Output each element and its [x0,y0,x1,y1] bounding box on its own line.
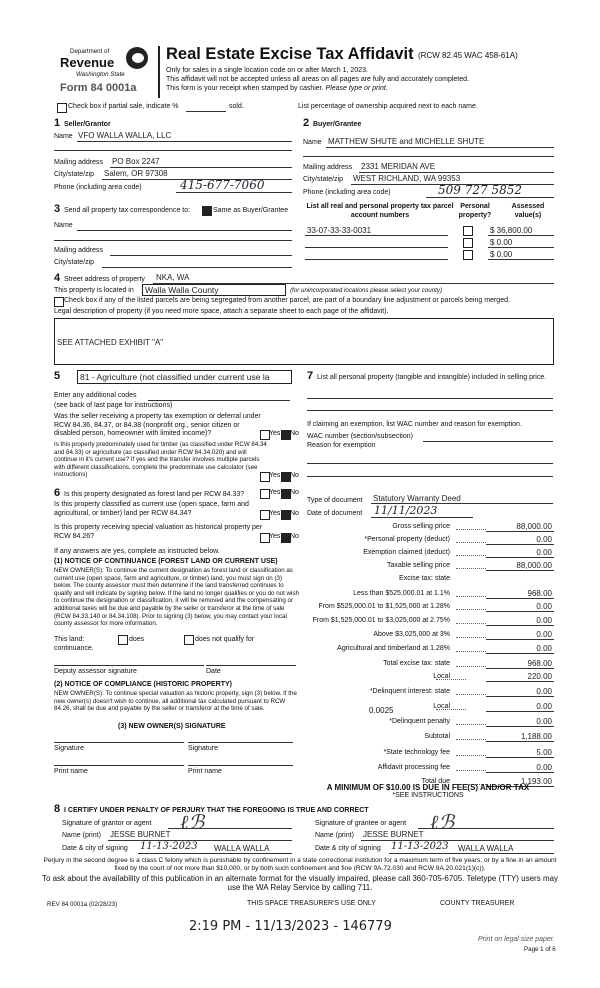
tax-label: Less than $525,000.01 at 1.1% [353,590,450,597]
form-number: Form 84 0001a [60,82,137,94]
doc-date-label: Date of document [307,510,363,517]
assessed-header: Assessed value(s) [511,203,545,219]
local-rate: 0.0025 [369,706,394,715]
tax-label: From $525,000.01 to $1,525,000 at 1.28% [318,603,450,610]
does-label: does [129,636,145,643]
tax-value[interactable]: 0.00 [536,687,552,696]
doc-type-value[interactable]: Statutory Warranty Deed [373,494,461,503]
located-label: This property is located in [54,287,134,294]
rev-number: REV 84 0001a (02/28/23) [47,901,118,908]
does-checkbox[interactable] [118,635,128,645]
form-title: Real Estate Excise Tax Affidavit [166,45,414,63]
parcel-number[interactable]: 33-07-33-33-0031 [307,226,372,235]
tax-label: Local [433,673,450,680]
grantee-name-label: Name (print) [315,832,354,839]
page-number: Page 1 of 6 [524,946,556,953]
buyer-phone[interactable]: 509 727 5852 [438,183,522,197]
tax-value[interactable]: 0.00 [536,535,552,544]
tax-label: From $1,525,000.01 to $3,025,000 at 2.75% [312,617,450,624]
seller-phone[interactable]: 415-677-7060 [180,178,265,192]
tax-value[interactable]: 0.00 [536,616,552,625]
buyer-name[interactable]: MATTHEW SHUTE and MICHELLE SHUTE [328,137,485,146]
buyer-heading: Buyer/Grantee [313,121,362,128]
s6-ifany: If any answers are yes, complete as instructed below. [54,548,220,555]
assessed-value-1[interactable]: $ 36,800.00 [490,226,533,235]
grantee-date[interactable]: 11-13-2023 [391,841,449,852]
yes-label: Yes [269,510,281,517]
s7-text: List all personal property (tangible and intangible) included in selling price. [317,374,547,381]
s3-mail-label: Mailing address [54,247,104,254]
buyer-phone-label: Phone (including area code) [303,189,391,196]
header-sub2: This affidavit will not be accepted unless all areas on all pages are fully and accurately completed. [166,76,469,83]
section-4-num: 4 [54,272,61,284]
legal-description: SEE ATTACHED EXHIBIT "A" [57,338,164,347]
assessed-value-3[interactable]: $ 0.00 [490,250,513,259]
treasurer-use: THIS SPACE TREASURER'S USE ONLY [247,900,376,907]
reason-label: Reason for exemption [307,442,376,449]
same-as-buyer-label: Same as Buyer/Grantee [213,207,289,214]
buyer-name-label: Name [303,139,322,146]
yes-label: Yes [269,533,281,540]
grantee-name[interactable]: JESSE BURNET [363,830,424,839]
yes-label: Yes [269,430,281,437]
tax-value[interactable]: 1,193.00 [520,777,552,786]
section-1-num: 1 [54,117,61,129]
tax-value[interactable]: 0.00 [536,763,552,772]
see-instructions: *SEE INSTRUCTIONS [392,792,464,799]
ownership-note: List percentage of ownership acquired next to each name. [298,103,478,110]
tax-label: Exemption claimed (deduct) [363,549,450,556]
tax-label: *Delinquent penalty [389,718,450,725]
parcels-header: List all real and personal property tax parcel account numbers [306,203,454,219]
no-label: No [290,533,299,540]
alternate-format-notice: To ask about the availability of this publication in an alternate format for the visually impaired, please call 360-705-6705. Teletype (TTY) users may use the WA Relay Service by calling 711. [41,874,559,893]
partial-sold: sold. [229,103,244,110]
grantor-city[interactable]: WALLA WALLA [214,844,270,853]
print-on-legal: Print on legal size paper. [478,936,555,943]
county-treasurer: COUNTY TREASURER [440,900,515,907]
tax-label: Affidavit processing fee [377,764,450,771]
continuance-label: continuance. [54,645,94,652]
tax-label: Above $3,025,000 at 3% [373,631,450,638]
grantor-date-label: Date & city of signing [62,845,128,852]
located-note: (for unincorporated locations please select your county) [290,287,443,294]
tax-value[interactable]: 0.00 [536,717,552,726]
tax-value[interactable]: 5.00 [536,748,552,757]
dept-line3: Washington State [76,71,125,78]
minimum-notice: A MINIMUM OF $10.00 IS DUE IN FEE(S) AND/OR TAX [326,783,530,792]
seller-mail[interactable]: PO Box 2247 [112,157,160,166]
no-label: No [290,510,299,517]
header-sub1: Only for sales in a single location code on or after March 1, 2023. [166,67,368,74]
grantor-date[interactable]: 11-13-2023 [140,841,198,852]
tax-value[interactable]: 0.00 [536,702,552,711]
owner-sig-label-1: Signature [54,745,84,752]
grantee-city[interactable]: WALLA WALLA [458,844,514,853]
s3-name-field[interactable] [77,230,292,231]
personal-checkbox-2[interactable] [463,238,473,248]
buyer-city[interactable]: WEST RICHLAND, WA 99353 [353,174,461,183]
land-use-select[interactable] [77,370,292,384]
codes-note: (see back of last page for instructions) [54,402,173,409]
buyer-mail[interactable]: 2331 MERIDAN AVE [361,162,436,171]
grantor-name[interactable]: JESSE BURNET [110,830,171,839]
tax-value[interactable]: 220.00 [527,672,552,681]
personal-header: Personal property? [458,203,492,219]
no-label: No [290,472,299,479]
section-3-num: 3 [54,203,61,215]
no-label: No [290,489,299,496]
segregated-checkbox[interactable] [54,297,64,307]
form-rcw: (RCW 82.45 WAC 458-61A) [418,51,518,60]
tax-label: Taxable selling price [386,562,450,569]
owner-sig-label-2: Signature [188,745,218,752]
codes-field[interactable] [148,400,290,401]
doc-date-value[interactable]: 11/11/2023 [374,504,438,517]
tax-label: Subtotal [424,733,450,740]
tax-value[interactable]: 1,188.00 [520,732,552,741]
tax-label: Local [433,703,450,710]
section-6-num: 6 [54,487,61,499]
county-select[interactable]: Walla Walla County [142,284,286,296]
assessed-value-2[interactable]: $ 0.00 [490,238,513,247]
legal-label: Legal description of property (if you need more space, attach a separate sheet to each page of the affidavit). [54,308,389,315]
s6-q1: Is this property designated as forest land per RCW 84.33? [64,491,245,498]
s3-city-field[interactable] [102,267,292,268]
s3-city-label: City/state/zip [54,259,95,266]
tax-label: *Delinquent interest: state [369,688,450,695]
section-5-num: 5 [54,370,61,382]
grantee-sig-label: Signature of grantee or agent [315,820,407,827]
does-not-label: does not qualify for [195,636,255,643]
tax-label: Total excise tax: state [383,660,450,667]
dept-line1: Department of [70,48,110,55]
partial-sale-checkbox[interactable] [57,103,67,113]
tax-value[interactable]: 88,000.00 [516,561,552,570]
wac-note: If claiming an exemption, list WAC number and reason for exemption. [307,421,522,428]
tax-label: Total due [421,778,450,785]
section-2-num: 2 [303,117,310,129]
s3-mail-field[interactable] [110,255,292,256]
grantor-signature-scrawl: ℓℬ [180,810,205,834]
header-divider [158,46,160,98]
grantor-name-label: Name (print) [62,832,101,839]
tax-value[interactable]: 0.00 [536,602,552,611]
does-not-checkbox[interactable] [184,635,194,645]
seller-mail-label: Mailing address [54,159,104,166]
partial-sale-label: Check box if partial sale, indicate % [68,103,179,110]
personal-checkbox-3[interactable] [463,250,473,260]
segregated-label: Check box if any of the listed parcels are being segregated from another parcel, are part of a boundary line adjustment or parcels being merged. [64,297,510,304]
cashier-stamp: 2:19 PM - 11/13/2023 - 146779 [189,919,392,934]
s3-name-label: Name [54,222,73,229]
legal-description-box[interactable] [54,318,554,365]
seller-heading: Seller/Grantor [64,121,111,128]
seller-city[interactable]: Salem, OR 97308 [104,169,168,178]
wac-label: WAC number (section/subsection) [307,433,413,440]
tax-value[interactable]: 0.00 [536,548,552,557]
s6-q3: Is this property receiving special valuation as historical property per RCW 84.26? [54,524,263,540]
notice3-heading: (3) NEW OWNER(S) SIGNATURE [118,723,226,730]
tax-value[interactable]: 88,000.00 [516,522,552,531]
grantor-sig-label: Signature of grantor or agent [62,820,152,827]
header-sub3: This form is your receipt when stamped by cashier. Please type or print. [166,85,388,92]
tax-label: Excise tax: state [399,575,450,582]
tax-value[interactable]: 968.00 [527,589,552,598]
personal-checkbox-1[interactable] [463,226,473,236]
doc-type-label: Type of document [307,497,363,504]
section-7-num: 7 [307,370,314,382]
dor-logo [56,44,156,104]
street-address[interactable]: NKA, WA [156,273,190,282]
certify-text: I CERTIFY UNDER PENALTY OF PERJURY THAT THE FOREGOING IS TRUE AND CORRECT [64,807,369,814]
land-use-value: 81 - Agriculture (not classified under current use la [80,372,270,382]
seller-city-label: City/state/zip [54,171,95,178]
dept-line2: Revenue [60,55,115,70]
seller-name[interactable]: VFO WALLA WALLA, LLC [78,131,172,140]
deputy-date-label: Date [206,668,221,675]
tax-value[interactable]: 0.00 [536,644,552,653]
owner-print-label-2: Print name [188,768,222,775]
grantee-signature-scrawl: ℓℬ [430,810,455,834]
s6-q2: Is this property classified as current use (open space, farm and agricultural, or timber) land per RCW 84.34? [54,501,249,517]
this-land-label: This land: [54,636,85,643]
deputy-sig-label: Deputy assessor signature [54,668,137,675]
s3-text: Send all property tax correspondence to: [64,207,191,214]
section-8-num: 8 [54,803,61,815]
notice1-body: NEW OWNER(S): To continue the current designation as forest land or classification as current use (open space, farm and agriculture, or timber) land, you must sign on (3) below. The county assessor must then determine if the land transferred continues to qualify and will indicate by signing below. If the land no longer qualifies or you do not wish to continue the designation or classification, it will be removed and the compensating or additional taxes will be due and payable by the seller or transferor at the time of sale (RCW 84.33.140 or 84.34.108). Prior to signing (3) below, you may contact your local county assessor for more information. [54,567,299,628]
seller-name-label: Name [54,133,73,140]
s5-q1: Was the seller receiving a property tax exemption or deferral under RCW 84.36, 84.37, or 84.38 (nonprofit org., senior citizen or disabled person, homeowner with limited income)? [54,413,261,438]
wac-field[interactable] [423,441,553,442]
notice2-heading: (2) NOTICE OF COMPLIANCE (HISTORIC PROPERTY) [54,681,232,688]
buyer-city-label: City/state/zip [303,176,344,183]
tax-value[interactable]: 968.00 [527,659,552,668]
tax-label: *State technology fee [383,749,450,756]
same-as-buyer-checkbox[interactable] [202,206,212,216]
yes-label: Yes [269,472,281,479]
grantee-date-label: Date & city of signing [315,845,381,852]
tax-label: Gross selling price [392,523,450,530]
tax-value[interactable]: 0.00 [536,630,552,639]
notice1-heading: (1) NOTICE OF CONTINUANCE (FOREST LAND OR CURRENT USE) [54,558,278,565]
codes-label: Enter any additional codes [54,392,137,399]
s5-q2: Is this property predominately used for timber (as classified under RCW 84.34 and 84.33) or agriculture (as classified under RCW 84.34.020) and will continue in it's current use? If yes and the transfer involves multiple parcels with different classifications, complete the predominate use calculator (see instructions) [54,441,267,479]
yes-label: Yes [269,489,281,496]
notice2-body: NEW OWNER(S): To continue special valuation as historic property, sign (3) below. If the new owner(s) doesn't wish to continue, all additional tax calculated pursuant to RCW 84.26, shall be due and payable by the seller or transferor at the time of sale. [54,690,297,713]
no-label: No [290,430,299,437]
tax-label: Agricultural and timberland at 1.28% [337,645,450,652]
buyer-mail-label: Mailing address [303,164,353,171]
tax-label: *Personal property (deduct) [364,536,450,543]
owner-print-label-1: Print name [54,768,88,775]
perjury-notice: Perjury in the second degree is a class C felony which is punishable by confinement in a state correctional institution for a maximum term of five years, or by a fine in an amount fixed by the court of not more than $10,000, or by both such confinement and fine (RCW 9A.72.030 and RCW 9A.20.021(1)(c)). [43,857,557,872]
street-label: Street address of property [64,276,145,283]
seller-phone-label: Phone (including area code) [54,184,142,191]
partial-pct-field[interactable] [186,111,226,112]
